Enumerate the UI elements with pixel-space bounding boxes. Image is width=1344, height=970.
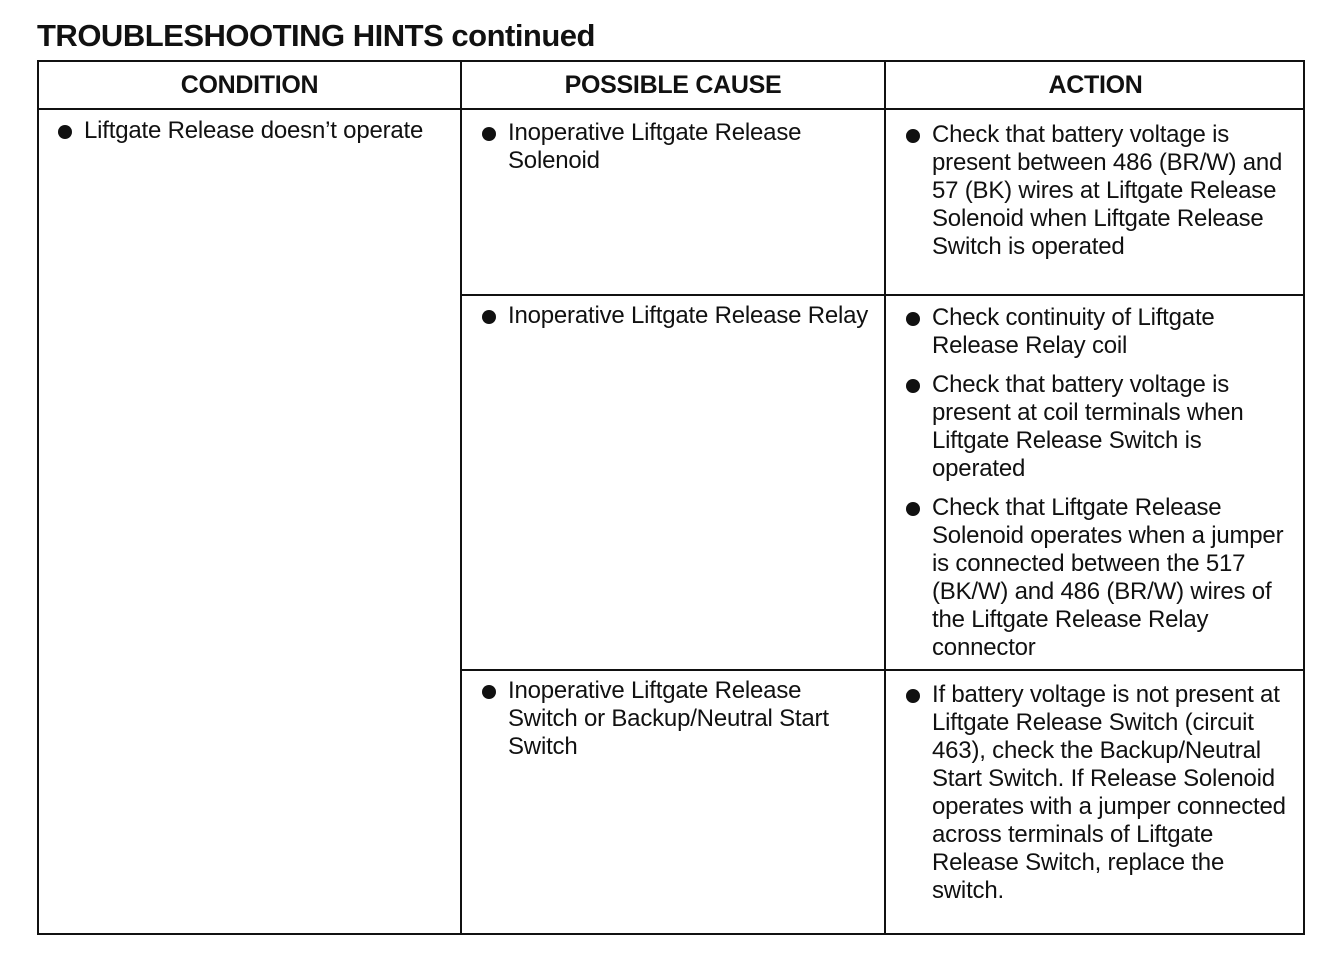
header-condition: CONDITION	[180, 70, 319, 99]
action-cell	[906, 304, 1296, 662]
action-text: Check continuity of Liftgate Release Relay coil	[932, 304, 1215, 359]
bullet-icon	[906, 312, 920, 326]
cause-text: Inoperative Liftgate Release Relay	[508, 302, 869, 329]
list-item	[58, 117, 438, 145]
action-text: If battery voltage is not present at Liftgate Release Switch (circuit 463), check the Backup/Neutral Start Switch. If Release Solenoid operates with a jumper connected across terminals of Liftgate Release Switch, replace the switch.	[932, 681, 1286, 904]
list-item	[906, 121, 1296, 261]
list-item	[906, 681, 1296, 905]
header-possible-cause: POSSIBLE CAUSE	[564, 70, 782, 99]
cause-text: Inoperative Liftgate Release Switch or Backup/Neutral Start Switch	[508, 677, 829, 760]
cause-cell	[482, 302, 877, 330]
list-item	[482, 302, 877, 330]
cause-text: Inoperative Liftgate Release Solenoid	[508, 119, 802, 174]
action-text: Check that battery voltage is present at coil terminals when Liftgate Release Switch is operated	[932, 371, 1244, 482]
column-divider	[884, 62, 886, 933]
condition-cell	[58, 117, 438, 145]
list-item	[482, 677, 877, 761]
action-text: Check that Liftgate Release Solenoid operates when a jumper is connected between the 517 (BK/W) and 486 (BR/W) wires of the Liftgate Release Relay connector	[932, 494, 1284, 661]
row-divider	[460, 669, 1303, 671]
column-divider	[460, 62, 462, 933]
action-text: Check that battery voltage is present between 486 (BR/W) and 57 (BK) wires at Liftgate Release Solenoid when Liftgate Release Switch is operated	[932, 121, 1283, 260]
row-divider	[460, 294, 1303, 296]
action-cell	[906, 681, 1296, 905]
condition-text: Liftgate Release doesn’t operate	[84, 117, 424, 144]
header-action: ACTION	[1048, 70, 1143, 99]
action-cell	[906, 121, 1296, 261]
bullet-icon	[906, 129, 920, 143]
list-item	[482, 119, 877, 175]
bullet-icon	[482, 685, 496, 699]
cause-cell	[482, 119, 877, 175]
bullet-icon	[906, 689, 920, 703]
cause-cell	[482, 677, 877, 761]
bullet-icon	[906, 502, 920, 516]
list-item	[906, 371, 1296, 483]
page-title: TROUBLESHOOTING HINTS continued	[37, 18, 595, 53]
header-divider	[39, 108, 1303, 110]
bullet-icon	[906, 379, 920, 393]
bullet-icon	[58, 125, 72, 139]
bullet-icon	[482, 127, 496, 141]
troubleshooting-table	[37, 60, 1305, 935]
bullet-icon	[482, 310, 496, 324]
list-item	[906, 304, 1296, 360]
list-item	[906, 494, 1296, 662]
